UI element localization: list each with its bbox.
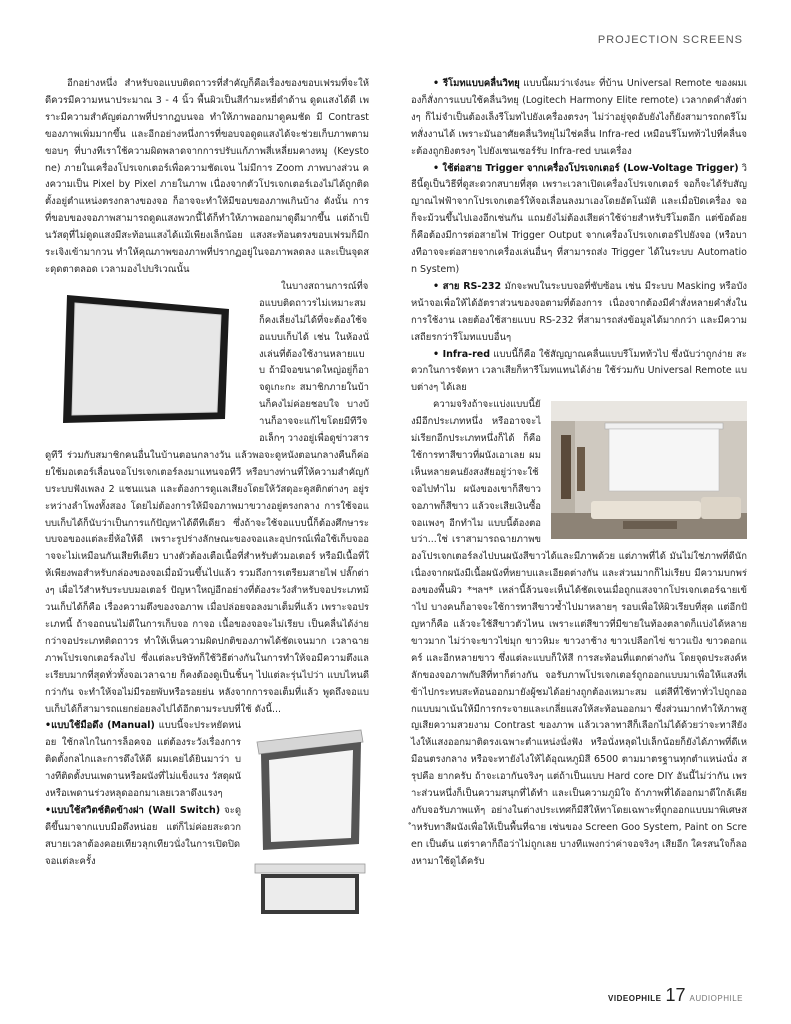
bullet-infrared-title: • Infra-red	[433, 348, 491, 360]
section-header: PROJECTION SCREENS	[597, 34, 743, 46]
paragraph-retractable: ในบางสถานการณ์ที่จอแบบติดถาวรไม่เหมาะสมก็คงเลี่ยงไม่ได้ที่จะต้องใช้จอแบบเก็บได้ เช่น ในห้องนั่งเล่นที่ต้องใช้งานหลายแบบ ถ้ามีจอขนาดใหญ่อยู่ก็อาจดูเกะกะ สมาชิกภายในบ้านก็คงไม่ค่อยชอบใจ บางบ้านก็อาจจะแก้ไขโดยมีทีวีจอเล็กๆ วางอยู่เพื่อดูข่าวสาร ดูทีวี ร่วมกับสมาชิกคนอื่นในบ้านตอนกลางวัน แล้วพอจะดูหนังตอนกลางคืนก็ค่อยใช้มอเตอร์เลื่อนจอโปรเจกเตอร์ลงมาแทนจอทีวี หรือบางท่านที่ให้ความสำคัญกับระบบฟังเพลง 2 แชนแนล และต้องการดูแลเสียงโดยให้วัสดุอะคูสติกต่างๆ อยู่ระหว่างลำโพงทั้งสอง โดยไม่ต้องการให้มีจอภาพมาขวางอยู่ตรงกลาง การใช้จอแบบเก็บได้ก็นับว่าเป็นการแก้ปัญหาได้ดีทีเดียว ซึ่งถ้าจะใช้จอแบบนี้ก็ต้องศึกษาระบบจอของแต่ละยี่ห้อให้ดี เพราะรูปร่างลักษณะของจอและอุปกรณ์เพื่อใช้เก็บจออาจจะไม่เหมือนกันเสียทีเดียว บางตัวต้องเตือเนื้อที่สำหรับตัวมอเตอร์ หรือมีเนื้อที่ให้เพียงพอสำหรับกล่องของจอเมื่อม้วนขึ้นไปแล้ว รวมถึงการเตรียมสายไฟ ปลั๊กต่างๆ เผื่อไว้สำหรับระบบมอเตอร์ ปัญหาใหญ่อีกอย่างที่ต้องระวังสำหรับจอประเภทม้วนเก็บได้ก็คือ เรื่องความตึงของจอภาพ เมื่อปล่อยจอลงมาเต็มที่แล้ว เพราะจอประเภทนี้ ถ้าจอถนนไม่ดีในการเก็บจอ กาจอ เนื้อของจอจะไม่เรียบ เป็นคลื่นได้ง่ายกว่าจอประเภทติดถาวร ทำให้เห็นความผิดปกติของภาพได้ชัดเจนมาก เวลาฉายภาพโปรเจกเตอร์ลงไป ซึ่งแต่ละบริษัทก็ใช้วิธีต่างกันในการทำให้จอมีความตึงและเรียบมากที่สุดทั่วทั้งจอเวลาฉาย ก็คงต้องดูเป็นชิ้นๆ ไปแต่ละรุ่นไปว่า แบบไหนดีกว่ากัน จะทำให้จอไม่มีรอยพับหรือรอยย่น หลังจากการจอเต็มที่แล้ว พูดถึงจอแบบเก็บได้ก็สามารถแยกย่อยลงไปได้อีกตามระบบที่ใช้ ดังนี้...	[45, 280, 370, 715]
paragraph-frame: อีกอย่างหนึ่ง สำหรับจอแบบติดถาวรที่สำคัญก็คือเรื่องของขอบเฟรมที่จะให้ดีควรมีความหนาประมาณ 3 - 4 นิ้ว พื้นผิวเป็นสีกำมะหยี่ดำด้าน ดูดแสงได้ดี เพราะมีความสำคัญต่อภาพที่ปรากฏบนจอ ทำให้ภาพออกมาดูคมชัด มี Contrast ของภาพเพิ่มมากขึ้น และอีกอย่างหนึ่งการที่ขอบจอดูดแสงได้จะช่วยเก็บภาพตามขอบๆ ที่บางทีเราใช้ความผิดพลาดจากการปรับแก้ภาพสี่เหลี่ยมคางหมู (Keystone) ภายในเครื่องโปรเจกเตอร์เพื่อความชัดเจน ไม่มีการ Zoom ภาพบางส่วน คงความเป็น Pixel by Pixel ภายในภาพ เนื่องจากตัวโปรเจกเตอร์เองไม่ได้ถูกติดตั้งอยู่ตำแหน่งตรงกลางของจอ ก็อาจจะทำให้มีขอบของภาพเกินบ้าง ดังนั้น การที่ขอบของจอภาพสามารถดูดแสงพวกนี้ได้ก็ทำให้ภาพออกมาดูดีมากขึ้น แต่ถ้าเป็นวัสดุที่ไม่ดูดแสงมีสะท้อนแสงได้แม้เพียงเล็กน้อย แสงสะท้อนตรงขอบเฟรมก็มีกระเจิงเข้ามากวน ทำให้คุณภาพของภาพที่ปรากฏอยู่ในจอภาพลดลง และเป็นจุดสะดุดตาตลอด เวลามองไปบริเวณนั้น	[45, 78, 369, 275]
bullet-rs232-text: มักจะพบในระบบจอที่ซับซ้อน เช่น มีระบบ Masking หรือบังหน้าจอเพื่อให้ได้อัตราส่วนของจอตามที่ต้องการ เนื่องจากต้องมีคำสั่งหลายคำสั่งในการใช้งาน เลยต้องใช้สายแบบ RS-232 ที่สามารถส่งข้อมูลได้มากกว่า และมีความเสถียรกว่ารีโมทแบบอื่นๆ	[411, 280, 747, 343]
bullet-trigger-title: • ใช้ต่อสาย Trigger จากเครื่องโปรเจกเตอร์ (Low-Voltage Trigger)	[433, 162, 739, 174]
bullet-infrared	[411, 347, 747, 398]
fixed-frame-screen-image	[45, 283, 245, 433]
left-column	[45, 76, 369, 920]
paragraph-paint-wall: ความจริงถ้าจะแบ่งแบบนี้ยังมีอีกประเภทหนึ่ง หรืออาจจะไม่เรียกอีกประเภทหนึ่งก็ได้ ก็คือ ใช้การทาสีขาวที่ผนังเอาเลย ผมเห็นหลายคนยังสงสัยอยู่ว่าจะใช้จอไปทำไม ผนังของเขาก็สีขาว จอภาพก็สีขาว แล้วจะเสียเงินซื้อจอแพงๆ อีกทำไม แบบนี้ต้องตอบว่า...ใช่ เราสามารถฉายภาพของโปรเจกเตอร์ลงไปบนผนังสีขาวได้และมีภาพด้วย แต่ภาพที่ได้ มันไม่ใช่ภาพที่ดีนัก เนื่องจากผนังมีเนื้อผนังที่หยาบและเอียดต่างกัน และส่วนมากก็ไม่เรียบ มีความบกพร่องของพื้นผิว *ฯลฯ* เหล่านี้ล้วนจะเห็นได้ชัดเจนเมื่อถูกแสงจากโปรเจกเตอร์ฉายเข้าไป บางคนก็อาจจะใช้การทาสีขาวซ้ำไปมาหลายๆ รอบเพื่อให้ผิวเรียบที่สุด แต่อีกปัญหาก็คือ แล้วจะใช้สีขาวตัวไหน เพราะแต่สีขาวที่มีขายในท้องตลาดก็แบ่งได้หลายขาวมาก ไม่ว่าจะขาวไข่มุก ขาวหิมะ ขาวงาช้าง ขาวเปลือกไข่ ขาวแป้ง ขาวดอกแคร์ และอีกหลายขาว ซึ่งแต่ละแบบก็ให้สี การสะท้อนที่แตกต่างกัน โดยจุดประสงค์หลักของจอภาพกับสีที่ทาก็ต่างกัน จอรับภาพโปรเจกเตอร์ถูกออกแบบมาเพื่อให้แสงที่เข้าไปกระทบสะท้อนออกมายังผู้ชมได้อย่างถูกต้องเหมาะสม แต่สีที่ใช้ทาทั่วไปถูกออกแบบมาเน้นให้มีการกระจายและเกลี่ยแสงให้สะท้อนออกมา ซึ่งส่วนมากทำให้ภาพสูญเสียความสวยงาม Contrast ของภาพ แล้วเวลาทาสีก็เลือกไม่ได้ด้วยว่าจะทาสียังไงให้แสงออกมาติดรงเฉพาะตำแหน่งนั่งฟัง หรือนั่งหลุดไปเล็กน้อยก็ยังได้ภาพที่ดีเหมือนตรงกลาง หรือจะทายังไงให้ได้อุณหภูมิสี 6500 ตามมาตรฐานทุกตำแหน่งนั่ง สรุปคือ ยากครับ ถ้าจะเอากันจริงๆ แต่ถ้าเป็นแบบ Hard core DIY อันนี้ไม่ว่ากัน เพราะส่วนหนึ่งก็เป็นความสนุกที่ได้ทำ และเป็นความภูมิใจ ถ้าภาพที่ได้ออกมาดีใกล้เคียงกับจอรับภาพแท้ๆ อย่างในต่างประเทศก็มีสีให้ทาโดยเฉพาะที่ถูกออกแบบมาพิเศษสำหรับทาสีผนังเพื่อให้เป็นพื้นที่ฉาย เช่นของ Screen Goo System, Paint on Screen เป็นต้น แต่ราคาก็ถือว่าไม่ถูกเลย บางทีแพงกว่าค่าจอจริงๆ เสียอีก ใครสนใจก็ลองหามาใช้ดูได้ครับ	[411, 399, 747, 867]
bullet-rs232-title: • สาย RS-232	[433, 280, 502, 292]
page-number: 17	[665, 985, 686, 1005]
retractable-screen-image	[251, 724, 369, 916]
page-footer	[608, 985, 743, 1006]
bullet-rf-remote-title: • รีโมทแบบคลื่นวิทยุ	[433, 78, 520, 89]
bullet-rs232	[411, 279, 747, 347]
footer-magazine-name: VIDEOPHILE	[608, 994, 662, 1003]
right-column	[411, 76, 747, 871]
bullet-wall-switch-title: •แบบใช้สวิตช์ติดข้างฝา (Wall Switch)	[45, 804, 221, 816]
bullet-wall-switch-text: จะดูดีขึ้นมาจากแบบมือดึงหน่อย แต่ก็ไม่ค่อยสะดวกสบายเวลาต้องคอยเทียวลุกเทียวนั่งในการเปิดปิดจอแต่ละครั้ง	[45, 804, 241, 867]
bullet-rf-remote	[411, 76, 747, 161]
bullet-rf-remote-text: แบบนี้ผมว่าเจ๋งนะ ที่บ้าน Universal Remote ของผมเองก็สั่งการแบบใช้คลื่นวิทยุ (Logitech Harmony Elite remote) เวลากดคำสั่งต่างๆ ก็ไม่จำเป็นต้องเล็งรีโมทไปยังเครื่องตรงๆ ไม่ว่าอยู่จุดอับยังไงก็ยังสามารถกดรีโมทสั่งงานได้ เพราะมันอาศัยคลื่นวิทยุไม่ใช่คลื่น Infra-red เหมือนรีโมทท้วไปที่คลื่นจะต้องถูกยิงตรงๆ ไปยังเซนเซอร์รับ Infra-red บนเครื่อง	[411, 78, 747, 157]
footer-magazine-name-2: AUDIOPHILE	[689, 994, 743, 1003]
bullet-manual-title: •แบบใช้มือดึง (Manual)	[45, 720, 155, 732]
bullet-infrared-text: แบบนี้ก็คือ ใช้สัญญาณคลื่นแบบรีโมทท้วไป ซึ่งนับว่าถูกง่าย สะดวกในการจัดหา เวลาเสียก็หารีโมทแทนได้ง่าย ใช้ร่วมกับ Universal Remote แบบต่างๆ ได้เลย	[411, 348, 747, 394]
bullet-trigger	[411, 161, 747, 279]
bullet-trigger-text: วิธีนี้ดูเป็นวิธีที่ดูสะดวกสบายที่สุด เพราะเวลาเปิดเครื่องโปรเจกเตอร์ จอก็จะได้รับสัญญาณไฟฟ้าจากโปรเจกเตอร์ให้จอเลื่อนลงมาเองโดยอัตโนมัติ และเมื่อปิดเครื่อง จอก็จะม้วนขึ้นไปเองอีกเช่นกัน แถมยังไม่ต้องเสียค่าใช้จ่ายสำหรับรีโมตอีก แต่ข้อด้อยก็คือต้องมีการต่อสายไฟ Trigger Output จากเครื่องโปรเจกเตอร์ไปยังจอ (หรือบางทีอาจจะต่อสายจากเครื่องเล่นอื่นๆ ที่สามารถส่ง Trigger ได้ในระบบ Automation System)	[411, 162, 747, 275]
bullet-manual-text: แบบนี้จะประหยัดหน่อย ใช้กลไกในการล็อคจอ แต่ต้องระวังเรื่องการติดตั้งกลไกและการดึงให้ดี ผมเคยได้ยินมาว่า บางทีติดตั้งบนเพดานหรือผนังที่ไม่แข็งแรง วัสดุผนังหรือเพดานร่วงหลุดออกมาเลยเวลาดึงแรงๆ	[45, 720, 241, 800]
living-room-screen-image	[551, 401, 747, 539]
